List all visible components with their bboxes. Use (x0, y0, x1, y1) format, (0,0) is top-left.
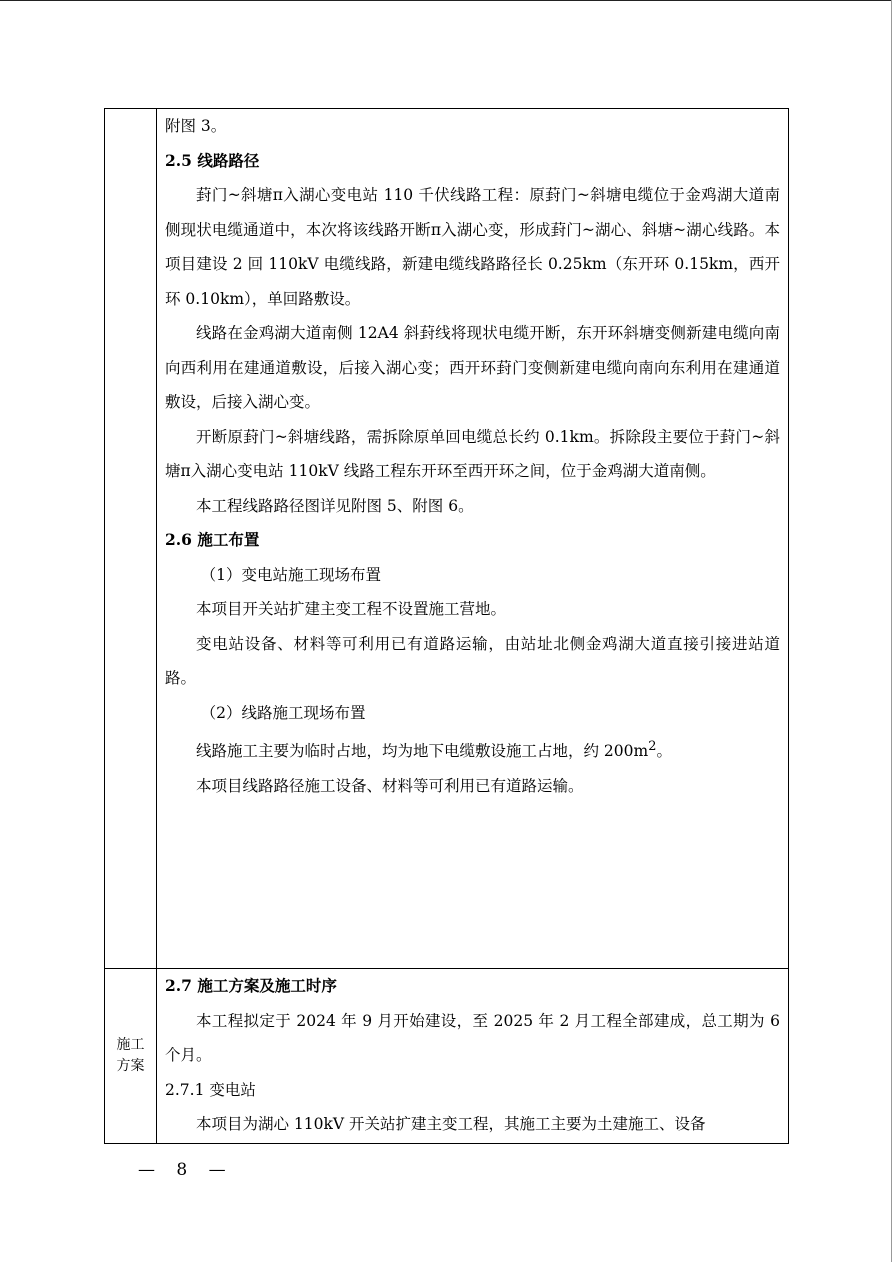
lower-content-cell (157, 969, 790, 1142)
heading-2-5: 2.5 线路路径 (165, 150, 260, 170)
heading-2-7-1: 2.7.1 变电站 (165, 1080, 256, 1099)
subheading-2-6-2: （2）线路施工现场布置 (200, 703, 366, 722)
continuation-line: 附图 3。 (165, 117, 227, 135)
form-table (104, 108, 789, 1144)
footer-dash-left: — (138, 1160, 156, 1180)
upper-content-cell (157, 109, 790, 803)
section-label-line-1: 施工 (116, 1037, 145, 1053)
paragraph-2-6-1: 本项目开关站扩建主变工程不设置施工营地。 (196, 600, 507, 618)
paragraph-2-5-2: 线路在金鸡湖大道南侧 12A4 斜葑线将现状电缆开断，东开环斜塘变侧新建电缆向南向西利用在建通道敷设，后接入湖心变；西开环葑门变侧新建电缆向南向东利用在建通道敷设，后接入湖心变。 (165, 324, 780, 411)
superscript-2: 2 (648, 739, 657, 754)
paragraph-2-6-3-text: 线路施工主要为临时占地，均为地下电缆敷设施工占地，约 200m (196, 742, 649, 761)
section-label-line-2: 方案 (116, 1058, 145, 1074)
page-number: 8 (176, 1160, 189, 1180)
paragraph-2-6-3 (165, 730, 780, 769)
paragraph-2-5-3: 开断原葑门~斜塘线路，需拆除原单回电缆总长约 0.1km。拆除段主要位于葑门~斜塘π入湖心变电站 110kV 线路工程东开环至西开环之间，位于金鸡湖大道南侧。 (165, 427, 780, 480)
section-label-construction-plan (105, 969, 156, 1143)
heading-2-7: 2.7 施工方案及施工时序 (165, 976, 337, 995)
subheading-2-6-1: （1）变电站施工现场布置 (200, 565, 382, 584)
top-border-line (0, 0, 892, 1)
page-footer (138, 1160, 227, 1180)
paragraph-2-6-4: 本项目线路路径施工设备、材料等可利用已有道路运输。 (196, 776, 584, 795)
paragraph-2-7-1-1: 本项目为湖心 110kV 开关站扩建主变工程，其施工主要为土建施工、设备 (196, 1115, 706, 1133)
heading-2-6: 2.6 施工布置 (165, 530, 260, 549)
paragraph-2-6-3-end: 。 (656, 742, 672, 761)
footer-dash-right: — (208, 1160, 227, 1180)
paragraph-2-7-1: 本工程拟定于 2024 年 9 月开始建设，至 2025 年 2 月工程全部建成，总工期为 6 个月。 (165, 1011, 780, 1064)
paragraph-2-5-4: 本工程线路路径图详见附图 5、附图 6。 (196, 496, 474, 515)
paragraph-2-5-1: 葑门~斜塘π入湖心变电站 110 千伏线路工程：原葑门~斜塘电缆位于金鸡湖大道南侧现状电缆通道中，本次将该线路开断π入湖心变，形成葑门~湖心、斜塘~湖心线路。本项目建设 2 回 110kV 电缆线路，新建电缆线路路径长 0.25km（东开环 0.15km，西开环 0.10km），单回路敷设。 (165, 186, 780, 308)
paragraph-2-6-2: 变电站设备、材料等可利用已有道路运输，由站址北侧金鸡湖大道直接引接进站道路。 (165, 634, 780, 687)
